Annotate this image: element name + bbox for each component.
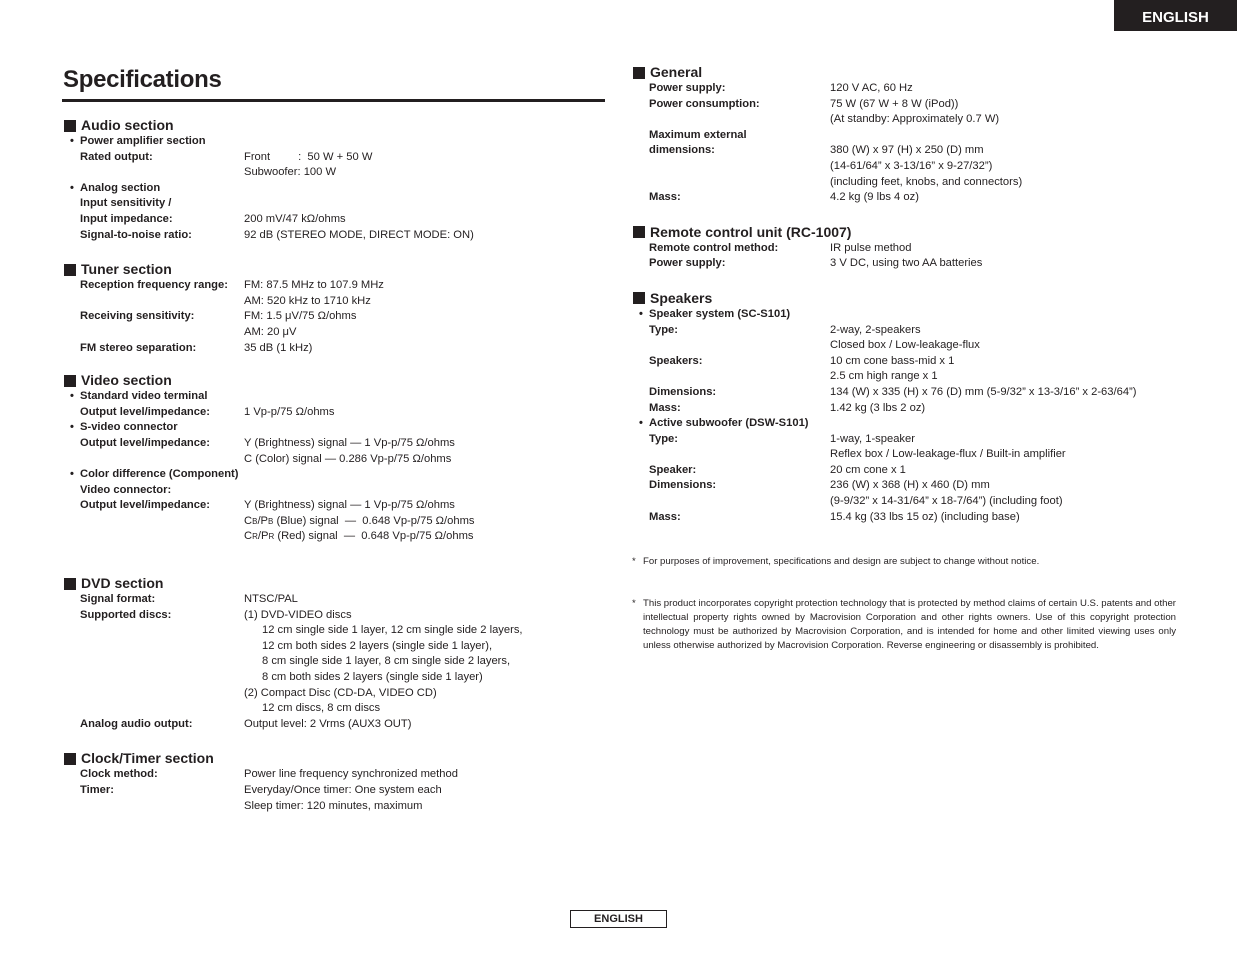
standard-video-subsection: • Standard video terminal (63, 389, 244, 405)
audio-section (63, 117, 608, 243)
dimensions-label: Dimensions: (649, 385, 717, 398)
general-section-heading (632, 64, 1192, 81)
svideo-subsection: • S-video connector (63, 420, 244, 436)
reception-range-fm: FM: 87.5 MHz to 107.9 MHz (244, 279, 384, 292)
max-external-label: Maximum external (649, 128, 747, 141)
receiving-sensitivity-am: AM: 20 μV (244, 325, 297, 338)
dimensions-mm: 380 (W) x 97 (H) x 250 (D) mm (830, 144, 984, 157)
footer-language-label: ENGLISH (570, 910, 667, 928)
snr-value: 92 dB (STEREO MODE, DIRECT MODE: ON) (244, 228, 474, 241)
sub-type-label: Type: (649, 432, 679, 445)
speakers-value-1: 10 cm cone bass-mid x 1 (830, 354, 955, 367)
rated-output-front: Front : 50 W + 50 W (244, 150, 373, 163)
audio-section-heading (63, 117, 608, 134)
type-value-1: 2-way, 2-speakers (830, 323, 921, 336)
section-square-icon (64, 753, 76, 765)
component-subsection: • Color difference (Component) (63, 467, 244, 483)
left-column (63, 117, 608, 814)
timer-label: Timer: (80, 784, 114, 796)
clock-section-title: Clock/Timer section (81, 750, 214, 767)
standard-video-value: 1 Vp-p/75 Ω/ohms (244, 405, 335, 418)
type-label: Type: (649, 323, 679, 336)
page-title: Specifications (63, 66, 222, 93)
speakers-value-2: 2.5 cm high range x 1 (830, 370, 938, 383)
mass-label: Mass: (649, 191, 681, 204)
component-blue: CB/PB (Blue) signal — 0.648 Vp-p/75 Ω/ohms (244, 514, 475, 527)
remote-section-title: Remote control unit (RC-1007) (650, 223, 852, 240)
analog-audio-value: Output level: 2 Vrms (AUX3 OUT) (244, 717, 412, 730)
disc-line: 12 cm both sides 2 layers (single side 1 layer), (262, 639, 493, 652)
input-impedance-label: Input impedance: (80, 212, 173, 225)
tuner-section-title: Tuner section (81, 261, 172, 278)
disc-line: 12 cm discs, 8 cm discs (262, 702, 381, 715)
sub-type-value-1: 1-way, 1-speaker (830, 432, 915, 445)
video-section-title: Video section (81, 372, 172, 389)
remote-method-value: IR pulse method (830, 241, 912, 254)
svideo-color: C (Color) signal — 0.286 Vp-p/75 Ω/ohms (244, 452, 452, 465)
timer-value-1: Everyday/Once timer: One system each (244, 784, 442, 796)
reception-range-label: Reception frequency range: (80, 279, 228, 292)
rated-output-subwoofer: Subwoofer: 100 W (244, 166, 337, 179)
dimensions-note: (including feet, knobs, and connectors) (830, 175, 1023, 188)
supported-discs-label: Supported discs: (80, 608, 172, 621)
sub-mass-label: Mass: (649, 510, 681, 523)
dimensions-inch: (14-61/64” x 3-13/16” x 9-27/32”) (830, 159, 993, 172)
receiving-sensitivity-fm: FM: 1.5 μV/75 Ω/ohms (244, 310, 357, 323)
speaker-system-subsection: • Speaker system (SC-S101) (632, 307, 830, 323)
svideo-brightness: Y (Brightness) signal — 1 Vp-p/75 Ω/ohms (244, 436, 455, 449)
input-sensitivity-label: Input sensitivity / (80, 197, 172, 210)
note-improvement-text: For purposes of improvement, specifications and design are subject to change without notice. (643, 556, 1040, 567)
power-supply-label: Power supply: (649, 82, 726, 94)
clock-method-value: Power line frequency synchronized method (244, 768, 458, 781)
speakers-section-heading (632, 290, 1192, 307)
section-square-icon (64, 375, 76, 387)
sub-speaker-label: Speaker: (649, 463, 697, 476)
sub-dimensions-inch: (9-9/32” x 14-31/64” x 18-7/64”) (including foot) (830, 495, 1063, 508)
subwoofer-subsection: • Active subwoofer (DSW-S101) (632, 416, 830, 432)
dimensions-label: dimensions: (649, 144, 715, 157)
disc-line: 12 cm single side 1 layer, 12 cm single side 2 layers, (262, 624, 523, 637)
clock-section (63, 750, 608, 814)
power-amp-subsection: • Power amplifier section (63, 134, 244, 150)
audio-section-title: Audio section (81, 117, 174, 133)
signal-format-label: Signal format: (80, 593, 156, 606)
section-square-icon (64, 578, 76, 590)
clock-method-label: Clock method: (80, 768, 158, 781)
sub-type-value-2: Reflex box / Low-leakage-flux / Built-in amplifier (830, 448, 1066, 461)
speaker-dimensions-value: 134 (W) x 335 (H) x 76 (D) mm (5-9/32” x 13-3/16” x 2-63/64”) (830, 385, 1137, 398)
mass-label: Mass: (649, 401, 681, 414)
dvd-section (63, 575, 608, 732)
clock-section-heading (63, 750, 608, 767)
output-level-label: Output level/impedance: (80, 436, 210, 449)
language-tab: ENGLISH (1114, 0, 1237, 31)
speakers-section-title: Speakers (650, 289, 713, 306)
fm-stereo-value: 35 dB (1 kHz) (244, 341, 313, 354)
tuner-section (63, 261, 608, 356)
title-rule (62, 99, 605, 102)
section-square-icon (64, 264, 76, 276)
disc-line: (1) DVD-VIDEO discs (244, 608, 352, 621)
remote-section-heading (632, 224, 1192, 241)
section-square-icon (633, 67, 645, 79)
note-asterisk: * (632, 556, 636, 567)
component-red: CR/PR (Red) signal — 0.648 Vp-p/75 Ω/ohms (244, 530, 474, 543)
general-section-title: General (650, 64, 703, 80)
speaker-mass-value: 1.42 kg (3 lbs 2 oz) (830, 401, 926, 414)
sub-mass-value: 15.4 kg (33 lbs 15 oz) (including base) (830, 510, 1020, 523)
right-column (632, 64, 1192, 525)
video-connector-label: Video connector: (80, 483, 172, 496)
component-brightness: Y (Brightness) signal — 1 Vp-p/75 Ω/ohms (244, 499, 455, 512)
speakers-label: Speakers: (649, 354, 703, 367)
note-asterisk: * (632, 598, 636, 609)
remote-supply-label: Power supply: (649, 257, 726, 270)
sub-dimensions-label: Dimensions: (649, 479, 717, 492)
video-section-heading (63, 372, 608, 389)
power-supply-value: 120 V AC, 60 Hz (830, 82, 913, 94)
fm-stereo-label: FM stereo separation: (80, 341, 197, 354)
remote-supply-value: 3 V DC, using two AA batteries (830, 257, 983, 270)
disc-line: 8 cm both sides 2 layers (single side 1 layer) (262, 671, 483, 684)
disc-line: (2) Compact Disc (CD-DA, VIDEO CD) (244, 686, 437, 699)
type-value-2: Closed box / Low-leakage-flux (830, 339, 980, 352)
snr-label: Signal-to-noise ratio: (80, 228, 192, 241)
note-improvement (632, 555, 1176, 569)
mass-value: 4.2 kg (9 lbs 4 oz) (830, 191, 919, 204)
power-consumption-label: Power consumption: (649, 97, 760, 110)
remote-section (632, 224, 1192, 272)
signal-format-value: NTSC/PAL (244, 593, 298, 606)
section-square-icon (633, 226, 645, 238)
note-macrovision (632, 597, 1176, 653)
receiving-sensitivity-label: Receiving sensitivity: (80, 310, 195, 323)
power-consumption-value: 75 W (67 W + 8 W (iPod)) (830, 97, 959, 110)
section-square-icon (633, 292, 645, 304)
output-level-label: Output level/impedance: (80, 405, 210, 418)
dvd-section-title: DVD section (81, 575, 164, 592)
input-impedance-value: 200 mV/47 kΩ/ohms (244, 212, 346, 225)
note-macrovision-text: This product incorporates copyright protection technology that is protected by method claims of certain U.S. patents and other intellectual property rights owned by Macrovision Corporation and other rights owners. Use of this copyright protection technology must be authorized by Macrovision Corporation, and is intended for home and other limited viewing uses only unless otherwise authorized by Macrovision Corporation. Reverse engineering or disassembly is prohibited. (643, 598, 1176, 651)
speakers-section (632, 290, 1192, 525)
analog-audio-label: Analog audio output: (80, 717, 193, 730)
sub-speaker-value: 20 cm cone x 1 (830, 463, 906, 476)
rated-output-label: Rated output: (80, 150, 153, 163)
disc-line: 8 cm single side 1 layer, 8 cm single side 2 layers, (262, 655, 511, 668)
remote-method-label: Remote control method: (649, 241, 779, 254)
reception-range-am: AM: 520 kHz to 1710 kHz (244, 294, 371, 307)
timer-value-2: Sleep timer: 120 minutes, maximum (244, 799, 423, 812)
dvd-section-heading (63, 575, 608, 592)
sub-dimensions-mm: 236 (W) x 368 (H) x 460 (D) mm (830, 479, 990, 492)
general-section (632, 64, 1192, 206)
output-level-label: Output level/impedance: (80, 499, 210, 512)
section-square-icon (64, 120, 76, 132)
tuner-section-heading (63, 261, 608, 278)
analog-subsection: • Analog section (63, 181, 244, 197)
video-section (63, 372, 608, 545)
standby-consumption-value: (At standby: Approximately 0.7 W) (830, 113, 1000, 126)
